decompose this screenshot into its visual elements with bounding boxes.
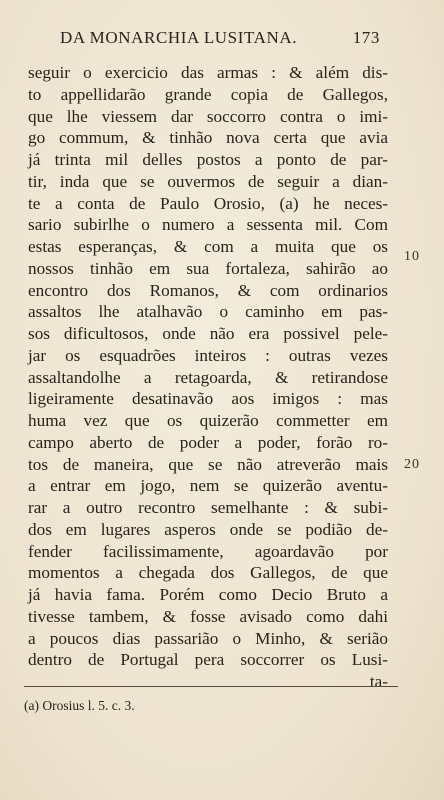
line-number-marker: 10 (404, 249, 420, 264)
text-line: seguir o exercicio das armas : & além dis- (28, 63, 388, 82)
text-line: tivesse tambem, & fosse avisado como dahi (28, 606, 388, 626)
text-line: já trinta mil delles postos a ponto de par- (28, 150, 388, 169)
text-line: rar a outro recontro semelhante : & subi- (28, 498, 388, 517)
text-line: que lhe viessem dar soccorro contra o imi- (28, 106, 388, 126)
text-line: a poucos dias passarião o Minho, & serião (28, 628, 388, 648)
running-title: DA MONARCHIA LUSITANA. (60, 28, 298, 47)
text-line: ligeiramente desatinavão aos imigos : mas (28, 389, 388, 409)
text-line: assaltos lhe atalhavão o caminho em pas- (28, 302, 388, 322)
text-line: dos em lugares asperos onde se podião de- (28, 519, 388, 539)
line-number-marker: 20 (404, 457, 420, 472)
text-line: encontro dos Romanos, & com ordinarios (28, 280, 388, 300)
text-line: ta- (369, 672, 388, 691)
text-line: a entrar em jogo, nem se quizerão aventu- (28, 476, 388, 496)
text-line: já havia fama. Porém como Decio Bruto a (28, 585, 388, 604)
text-line: momentos a chegada dos Gallegos, de que (28, 563, 388, 583)
text-line: fender facilissimamente, agoardavão por (28, 541, 388, 561)
footnote: (a) Orosius l. 5. c. 3. (24, 698, 135, 713)
text-line: jar os esquadrões inteiros : outras vezes (28, 345, 388, 365)
text-line: campo aberto de poder a poder, forão ro- (28, 432, 388, 452)
text-line: to appellidarão grande copia de Gallegos, (28, 84, 388, 104)
text-line: sos dificultosos, onde não era possivel pele- (28, 324, 388, 343)
text-line: huma vez que os quizerão commetter em (28, 411, 388, 430)
running-header (60, 28, 380, 58)
text-line: assaltandolhe a retagoarda, & retirandose (28, 367, 388, 387)
text-line: estas esperanças, & com a muita que os (28, 237, 388, 256)
page-number: 173 (352, 28, 380, 47)
text-line: nossos tinhão em sua fortaleza, sahirão ao (28, 258, 388, 278)
body-text (28, 62, 388, 693)
text-line: dentro de Portugal pera soccorrer os Lusi- (28, 650, 388, 670)
text-line: tos de maneira, que se não atreverão mais (28, 454, 388, 474)
text-line: te a conta de Paulo Orosio, (a) he neces- (28, 193, 388, 213)
text-line: sario subirlhe o numero a sessenta mil. Com (28, 215, 388, 235)
footnote-divider (24, 686, 398, 687)
text-line: go commum, & tinhão nova certa que avia (28, 128, 388, 148)
text-line: tir, inda que se ouvermos de seguir a dian- (28, 171, 388, 191)
